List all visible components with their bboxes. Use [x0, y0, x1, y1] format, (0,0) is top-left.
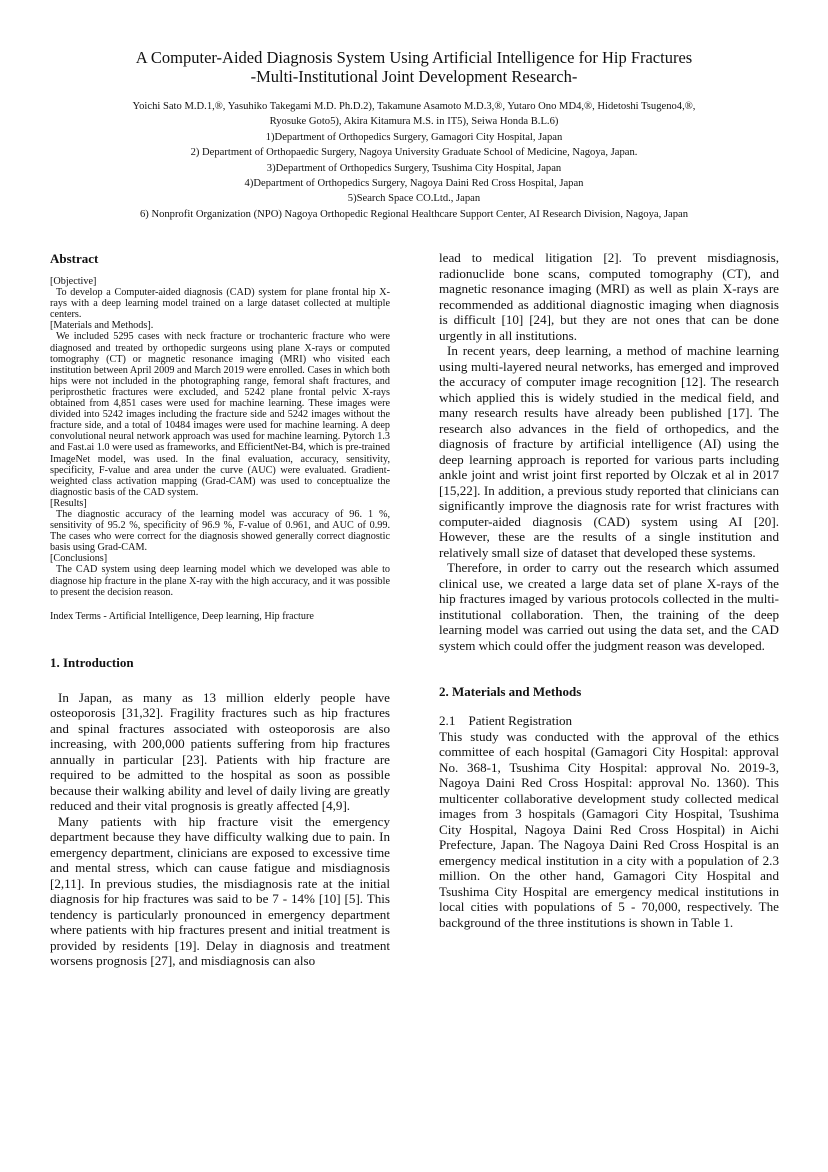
- paper-title: [40, 48, 788, 86]
- results-text: The diagnostic accuracy of the learning model was accuracy of 96. 1 %, sensitivity of 95.2 %, specificity of 96.9 %, F-value of 0.961, and AUC of 0.99. The cases who were correct for the diagnosis showed generally correct diagnostic basis using Grad-CAM.: [50, 508, 390, 554]
- author-line-2: Ryosuke Goto5), Akira Kitamura M.S. in IT5), Seiwa Honda B.L.6): [269, 116, 559, 128]
- left-column: [50, 250, 390, 969]
- objective-label: [Objective]: [50, 276, 97, 287]
- right-column: [439, 250, 779, 930]
- methods-body: [439, 729, 779, 931]
- intro-paragraph-2: Many patients with hip fracture visit the emergency department because they have difficulty walking due to pain. In emergency department, clinicians are exposed to excessive time and mental stress, which can cause fatigue and misdiagnosis [2,11]. In previous studies, the misdiagnosis rate at the initial diagnosis for hip fractures was said to be 7 - 14% [10] [5]. This tendency is particularly pronounced in emergency department where patients with hip fractures present and initial treatment is provided by residents [19]. Delay in diagnosis and treatment worsens prognosis [27], and misdiagnosis can also: [50, 813, 390, 969]
- introduction-body-right: [439, 250, 779, 653]
- affiliation-4: 4)Department of Orthopedics Surgery, Nagoya Daini Red Cross Hospital, Japan: [244, 178, 584, 190]
- patient-registration-heading: 2.1 Patient Registration: [439, 713, 573, 728]
- objective-text: To develop a Computer-aided diagnosis (CAD) system for plane frontal hip X-rays with a deep learning model trained on a large dataset collected at multiple centers.: [50, 287, 390, 321]
- conclusions-label: [Conclusions]: [50, 553, 108, 565]
- intro-paragraph-1: In Japan, as many as 13 million elderly people have osteoporosis [31,32]. Fragility fractures such as hip fractures and spinal fractures associated with osteoporosis are also increasing, with 200,000 patients suffering from hip fractures annually in particular [23]. Patients with hip fracture are required to be admitted to the hospital as soon as possible because their walking ability and level of daily living are greatly reduced and their vital prognosis is greatly affected [4,9].: [50, 689, 390, 814]
- affiliation-5: 5)Search Space CO.Ltd., Japan: [347, 193, 481, 205]
- methods-label: [Materials and Methods].: [50, 320, 154, 332]
- affiliation-1: 1)Department of Orthopedics Surgery, Gamagori City Hospital, Japan: [265, 131, 563, 143]
- methods-paragraph-1: This study was conducted with the approval of the ethics committee of each hospital (Gamagori City Hospital: approval No. 368-1, Tsushima City Hospital: approval No. 2019-3, Nagoya Daini Red Cross Hospital: approval No. 1360). This multicenter collaborative development study collected medical images from 3 hospitals (Gamagori City Hospital, Tsushima City Hospital, Nagoya Daini Red Cross Hospital) in Aichi Prefecture, Japan. The Nagoya Daini Red Cross Hospital is an emergency medical institution in a city with a population of 2.3 million. On the other hand, Gamagori City Hospital and Tsushima City Hospital are emergency medical institutions in local cities with populations of 5 - 70,000, respectively. The background of the three institutions is shown in Table 1.: [439, 728, 779, 930]
- author-block: [30, 99, 798, 222]
- results-label: [Results]: [50, 497, 87, 509]
- affiliation-2: 2) Department of Orthopaedic Surgery, Nagoya University Graduate School of Medicine, Nagoya, Japan.: [190, 147, 638, 159]
- author-line-1: Yoichi Sato M.D.1,®, Yasuhiko Takegami M.D. Ph.D.2), Takamune Asamoto M.D.3,®, Yutaro Ono MD4,®, Hidetoshi Tsugeno4,®,: [132, 101, 696, 112]
- affiliation-3: 3)Department of Orthopedics Surgery, Tsushima City Hospital, Japan: [266, 162, 562, 174]
- methods-heading: 2. Materials and Methods: [439, 684, 582, 699]
- introduction-heading: 1. Introduction: [50, 654, 134, 670]
- abstract-heading: Abstract: [50, 251, 99, 266]
- intro-paragraph-2-cont: lead to medical litigation [2]. To prevent misdiagnosis, radionuclide bone scans, computed tomography (CT), and magnetic resonance imaging (MRI) as well as plain X-rays are recommended as additional diagnostic imaging when diagnosis is difficult [10] [24], but they are not ones that can be done urgently in all institutions.: [439, 250, 779, 343]
- methods-text: We included 5295 cases with neck fracture or trochanteric fracture who were diagnosed and treated by orthopedic surgeons using plane X-rays or computed tomography (CT) or magnetic resonance imaging (MRI) who visited each institution between April 2009 and March 2019 were enrolled. Cases in which both hips were not included in the photographing range, femoral shaft fractures, and periprosthetic fractures were excluded, and 5242 plane frontal pelvic X-rays obtained from 4,851 cases were used for machine learning. These images were divided into 5242 images including the fracture side and 5242 images without the fracture side, and a total of 10484 images were used for machine learning. A deep convolutional neural network approach was used for machine learning. Pytorch 1.3 and Fast.ai 1.0 were used as frameworks, and EfficientNet-B4, which is pre-trained ImageNet model, was used. In the final evaluation, accuracy, sensitivity, specificity, F-value and area under the curve (AUC) were evaluated. Gradient-weighted class activation mapping (Grad-CAM) was used to conceptualize the diagnostic basis of the CAD system.: [50, 331, 390, 498]
- affiliation-6: 6) Nonprofit Organization (NPO) Nagoya Orthopedic Regional Healthcare Support Center, AI Research Division, Nagoya, Japan: [139, 208, 689, 220]
- abstract-body: [50, 276, 390, 622]
- introduction-body-left: [50, 690, 390, 969]
- title-line-1: A Computer-Aided Diagnosis System Using Artificial Intelligence for Hip Fractures: [135, 48, 693, 67]
- intro-paragraph-3: In recent years, deep learning, a method of machine learning using multi-layered neural networks, has emerged and improved the accuracy of computer image recognition [12]. The research which applied this is widely studied in the medical field, and many research results have already been published [17]. The research also advances in the field of orthopedics, and the diagnosis of fracture by artificial intelligence (AI) using the deep learning approach is reported for various parts including ankle joint and wrist joint first reported by Olczak et al in 2017 [15,22]. In addition, a previous study reported that clinicians can significantly improve the diagnosis rate for wrist fractures with computer-aided diagnosis (CAD) system using AI [20]. However, these are the results of a single institution and relatively small size of dataset that developed these systems.: [439, 343, 779, 560]
- intro-paragraph-4: Therefore, in order to carry out the research which assumed clinical use, we created a large data set of plane X-rays of the hip fractures imaged by various protocols collected in the multi-institutional collaboration. Then, the training of the deep learning model was carried out using the data set, and the CAD system which could offer the judgment reason was developed.: [439, 560, 779, 653]
- index-terms: Index Terms - Artificial Intelligence, Deep learning, Hip fracture: [50, 610, 314, 622]
- title-line-2: -Multi-Institutional Joint Development Research-: [250, 67, 578, 86]
- conclusions-text: The CAD system using deep learning model which we developed was able to diagnose hip fracture in the plane X-ray with the high accuracy, and it was possible to present the decision reason.: [50, 564, 390, 598]
